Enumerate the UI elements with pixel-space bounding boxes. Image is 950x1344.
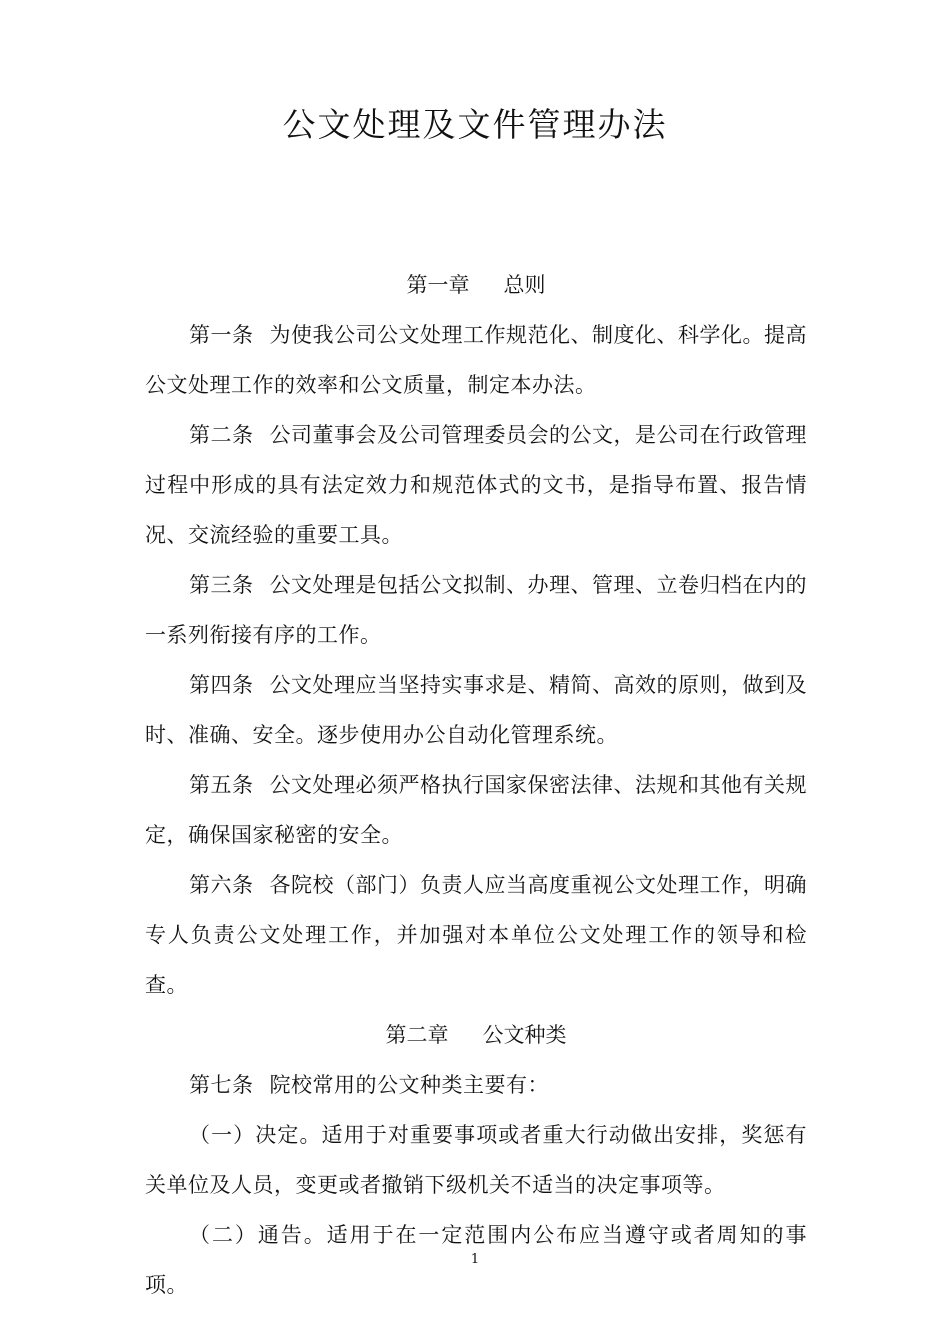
article-label: 第七条 (189, 1073, 254, 1097)
article-paragraph (145, 660, 807, 760)
article-paragraph (145, 310, 807, 410)
article-label: 第三条 (189, 573, 254, 597)
chapter-number: 第二章 (385, 1023, 449, 1047)
list-item (145, 1110, 807, 1210)
chapter-number: 第一章 (406, 273, 470, 297)
article-text: 公司董事会及公司管理委员会的公文，是公司在行政管理过程中形成的具有法定效力和规范体式的文书，是指导布置、报告情况、交流经验的重要工具。 (145, 423, 807, 547)
chapter-name: 公文种类 (482, 1023, 567, 1047)
page-number: 1 (470, 1252, 480, 1267)
article-text: 公文处理必须严格执行国家保密法律、法规和其他有关规定，确保国家秘密的安全。 (145, 773, 807, 847)
article-label: 第四条 (189, 673, 254, 697)
article-label: 第六条 (189, 873, 254, 897)
document-title: 公文处理及文件管理办法 (282, 105, 668, 144)
chapter-heading (145, 260, 807, 310)
article-label: 第一条 (189, 323, 254, 347)
article-paragraph (145, 760, 807, 860)
article-text: 各院校（部门）负责人应当高度重视公文处理工作，明确专人负责公文处理工作，并加强对本单位公文处理工作的领导和检查。 (145, 873, 807, 997)
chapter-name: 总则 (503, 273, 546, 297)
article-paragraph (145, 1060, 807, 1110)
article-text: 公文处理是包括公文拟制、办理、管理、立卷归档在内的一系列衔接有序的工作。 (145, 573, 807, 647)
chapter-heading (145, 1010, 807, 1060)
article-paragraph (145, 560, 807, 660)
document-body (145, 260, 807, 1310)
article-text: 为使我公司公文处理工作规范化、制度化、科学化。提高公文处理工作的效率和公文质量，制定本办法。 (145, 323, 807, 397)
article-text: 公文处理应当坚持实事求是、精简、高效的原则，做到及时、准确、安全。逐步使用办公自动化管理系统。 (145, 673, 807, 747)
article-label: 第二条 (189, 423, 254, 447)
article-label: 第五条 (189, 773, 254, 797)
list-item-text: （二）通告。适用于在一定范围内公布应当遵守或者周知的事项。 (145, 1223, 807, 1297)
article-paragraph (145, 860, 807, 1010)
list-item-text: （一）决定。适用于对重要事项或者重大行动做出安排，奖惩有关单位及人员，变更或者撤销下级机关不适当的决定事项等。 (145, 1123, 807, 1197)
article-paragraph (145, 410, 807, 560)
article-text: 院校常用的公文种类主要有： (269, 1073, 549, 1097)
